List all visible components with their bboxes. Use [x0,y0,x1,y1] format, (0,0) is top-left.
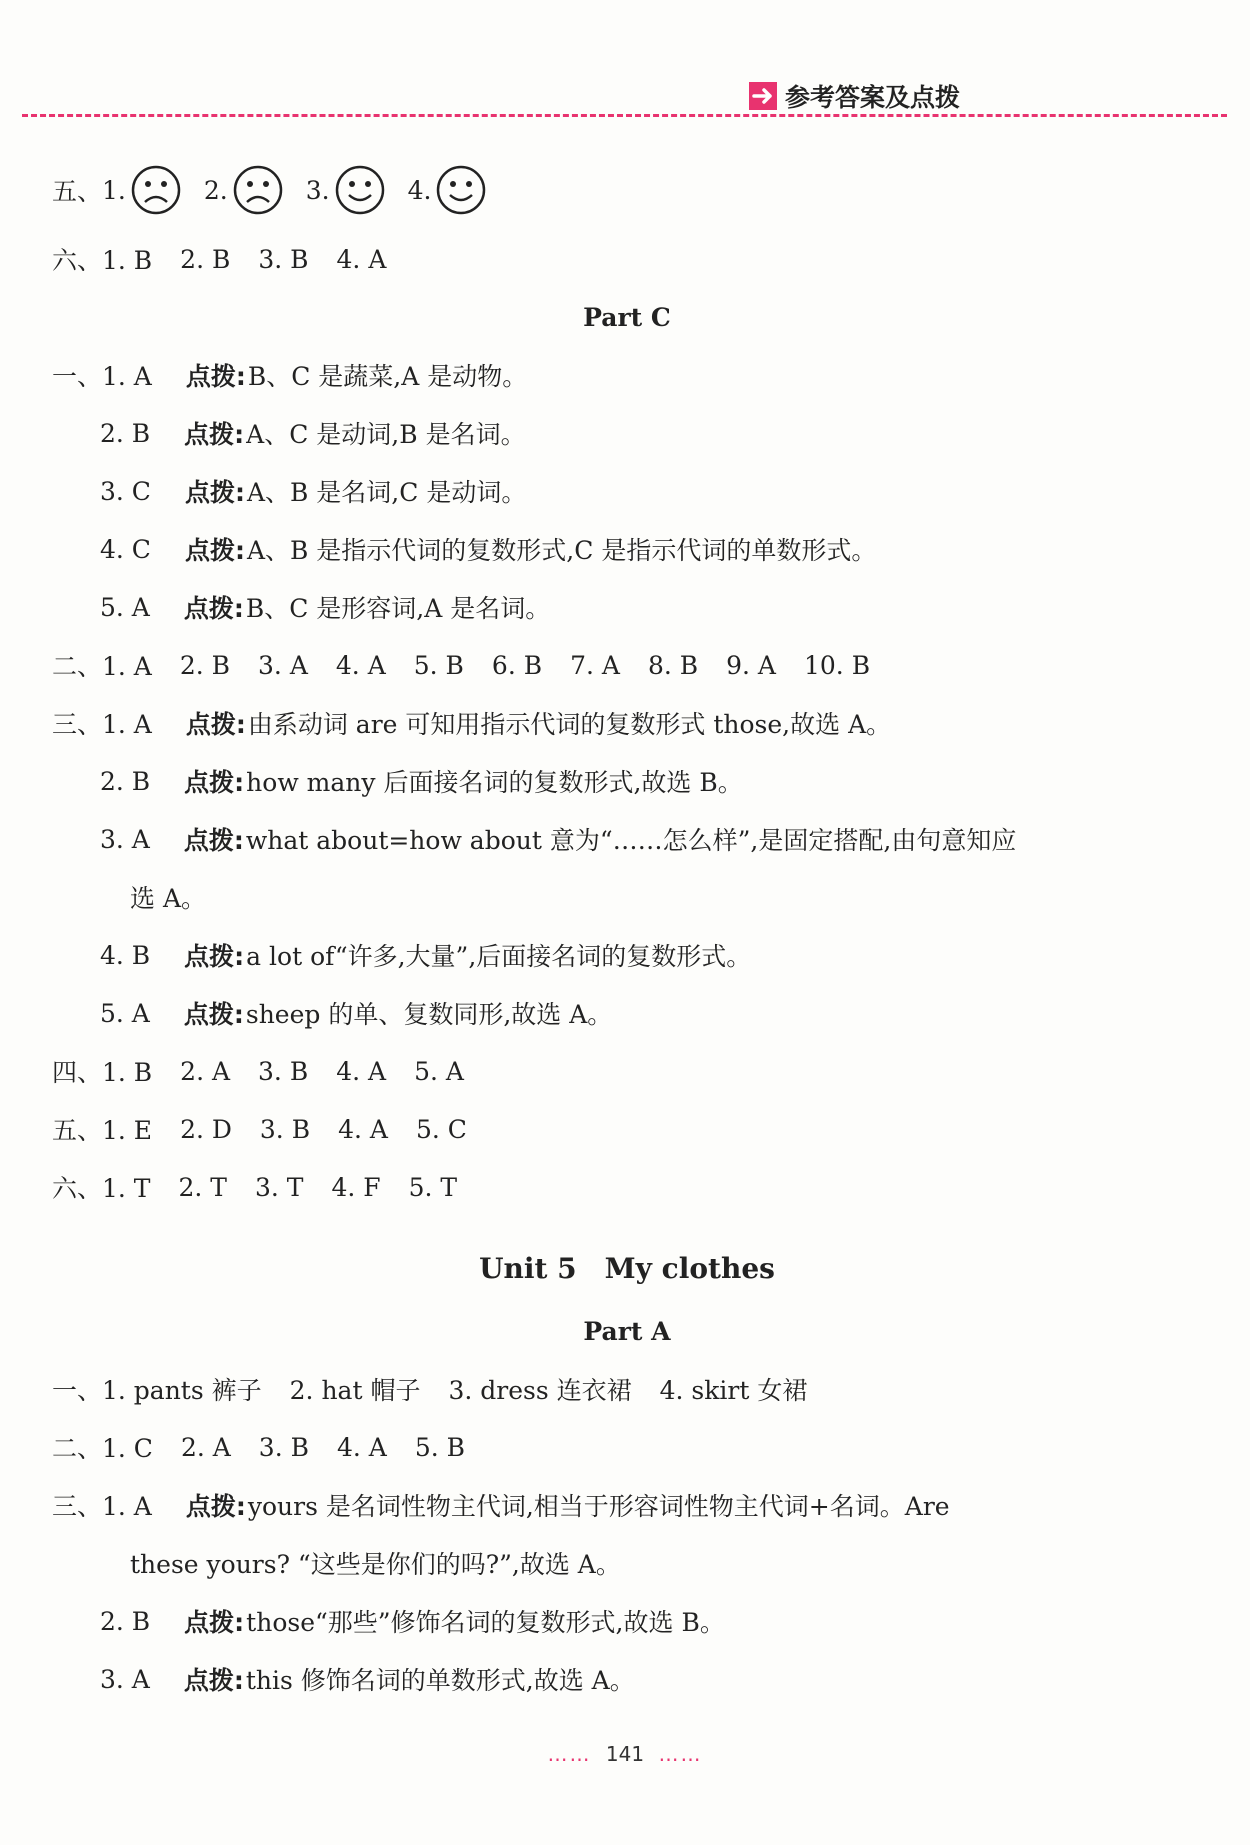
page-number: 141 [605,1742,645,1766]
face-answer-4: 4. [408,164,488,216]
answer-row-continued: these yours? “这些是你们的吗?”,故选 A。 [130,1550,621,1579]
answer-row-5: 五、1. E 2. D 3. B 4. A 5. C [52,1114,467,1145]
face-answer-2: 2. [204,164,284,216]
answer-row-2: 二、1. A 2. B 3. A 4. A 5. B 6. B 7. A 8. B 9. A 10. B [52,650,871,681]
part-a-title: Part A [583,1316,671,1346]
answer-row: 4. B 点拨: a lot of“许多,大量”,后面接名词的复数形式。 [100,940,752,971]
answer-row: 5. A 点拨: B、C 是形容词,A 是名词。 [100,592,551,623]
answer-row-4: 四、1. B 2. A 3. B 4. A 5. A [52,1056,464,1087]
section-prefix: 五、 [52,177,103,206]
sad-face-icon [130,164,182,216]
answer-content [52,150,1202,1708]
answer-row: 5. A 点拨: sheep 的单、复数同形,故选 A。 [100,998,613,1029]
answer-row: 4. C 点拨: A、B 是指示代词的复数形式,C 是指示代词的单数形式。 [100,534,877,565]
face-answer-1: 1. [102,164,182,216]
answer-row-a1: 一、1. pants 裤子 2. hat 帽子 3. dress 连衣裙 4. skirt 女裙 [52,1376,808,1405]
header-title: 参考答案及点拨 [749,78,960,114]
unit-title: Unit 5 My clothes [479,1252,775,1285]
faces-row [52,150,1202,230]
header-divider [22,114,1227,117]
answer-row: 三、1. A 点拨: 由系动词 are 可知用指示代词的复数形式 those,故选 A。 [52,710,892,739]
page-header [0,0,1250,120]
answer-row-6b: 六、1. T 2. T 3. T 4. F 5. T [52,1172,458,1203]
footer-dots-right: …… [658,1742,703,1766]
sad-face-icon [232,164,284,216]
answer-row: 2. B 点拨: A、C 是动词,B 是名词。 [100,418,526,449]
answer-row-a2: 二、1. C 2. A 3. B 4. A 5. B [52,1432,465,1463]
answer-row: 2. B 点拨: how many 后面接名词的复数形式,故选 B。 [100,766,743,797]
answer-row: 3. C 点拨: A、B 是名词,C 是动词。 [100,476,527,507]
footer-dots-left: …… [547,1742,592,1766]
answer-row-6: 六、1. B 2. B 3. B 4. A [52,244,387,275]
answer-row: 一、1. A 点拨: B、C 是蔬菜,A 是动物。 [52,362,528,391]
answer-row: 2. B 点拨: those“那些”修饰名词的复数形式,故选 B。 [100,1606,725,1637]
page-footer [0,1742,1250,1766]
answer-row: 3. A 点拨: what about=how about 意为“……怎么样”,是固定搭配,由句意知应 [100,824,1017,855]
happy-face-icon [334,164,386,216]
answer-row: 三、1. A 点拨: yours 是名词性物主代词,相当于形容词性物主代词+名词。Are [52,1492,950,1521]
happy-face-icon [435,164,487,216]
face-answer-3: 3. [306,164,386,216]
part-c-title: Part C [583,302,671,332]
answer-row: 3. A 点拨: this 修饰名词的单数形式,故选 A。 [100,1664,635,1695]
arrow-right-icon [749,82,777,110]
answer-row-continued: 选 A。 [130,884,207,913]
